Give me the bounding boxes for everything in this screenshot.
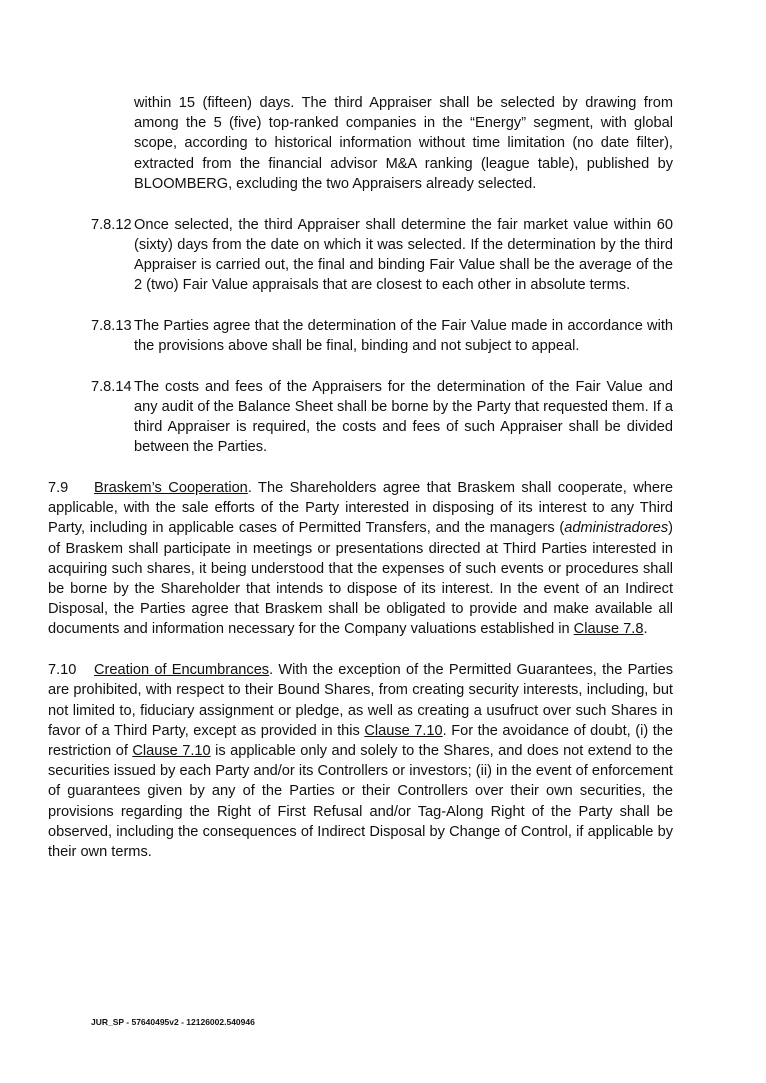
clause-title: Creation of Encumbrances [94, 662, 270, 679]
clause-text: The costs and fees of the Appraisers for the determination of the Fair Value and any audit of the Balance Sheet shall be borne by the Party that requested them. If a third Appraiser is required, the costs and fees of such Appraiser shall be divided between the Parties. [134, 378, 673, 456]
clause-number: 7.8.12 [91, 216, 132, 233]
clause-text: ) of Braskem shall participate in meetings or presentations directed at Third Parties interested in acquiring such shares, it being understood that the expenses of such events or procedures shall be borne by the Shareholder that intends to dispose of its interest. In the event of an Indirect Disposal, the Parties agree that Braskem shall be obligated to provide and make available all documents and information necessary for the Company valuations established in [48, 520, 673, 638]
clause-text: . [643, 621, 648, 638]
clause-number: 7.8.14 [91, 378, 132, 395]
clause-reference: Clause 7.8 [573, 621, 644, 638]
clause-reference: Clause 7.10 [132, 742, 211, 759]
clause-7-8-12 [91, 215, 673, 296]
clause-7-8-13 [91, 316, 673, 356]
clause-text: Once selected, the third Appraiser shall determine the fair market value within 60 (sixty) days from the date on which it was selected. If the determination by the third Appraiser is carried out, the final and binding Fair Value shall be the average of the 2 (two) Fair Value appraisals that are closest to each other in absolute terms. [134, 216, 673, 294]
clause-reference: Clause 7.10 [364, 722, 443, 739]
clause-number: 7.8.13 [91, 317, 132, 334]
document-page [48, 93, 674, 883]
continuation-text: within 15 (fifteen) days. The third Appraiser shall be selected by drawing from among the 5 (five) top-ranked companies in the “Energy” segment, with global scope, according to historical information without time limitation (no date filter), extracted from the financial advisor M&A ranking (league table), published by BLOOMBERG, excluding the two Appraisers already selected. [134, 95, 673, 192]
clause-7-8-14 [91, 377, 673, 458]
clause-number: 7.9 [48, 480, 69, 497]
clause-text: is applicable only and solely to the Shares, and does not extend to the securities issued by each Party and/or its Controllers or investors; (ii) in the event of enforcement of guarantees given by any of the Parties or their Controllers over their own securities, the provisions regarding the Right of First Refusal and/or Tag-Along Right of the Party shall be observed, including the consequences of Indirect Disposal by Change of Control, if applicable by their own terms. [48, 742, 673, 860]
clause-7-8-11-continuation [91, 93, 673, 194]
clause-italic-term: administradores [564, 520, 669, 537]
clause-text: The Parties agree that the determination of the Fair Value made in accordance with the provisions above shall be final, binding and not subject to appeal. [134, 317, 673, 355]
document-footer-id: JUR_SP - 57640495v2 - 12126002.540946 [91, 1017, 255, 1027]
clause-text: . The Shareholders agree that Braskem shall cooperate, where applicable, with the sale efforts of the Party interested in disposing of its interest to any Third Party, including in applicable cases of Permitted Transfers, and the managers ( [48, 480, 674, 537]
clause-number: 7.10 [48, 662, 77, 679]
clause-text: . For the avoidance of doubt, (i) the restriction of [48, 722, 673, 759]
clause-title: Braskem’s Cooperation [94, 480, 248, 497]
clause-text: . With the exception of the Permitted Guarantees, the Parties are prohibited, with respect to their Bound Shares, from creating security interests, including, but not limited to, fiduciary assignment or pledge, as well as creating a usufruct over such Shares in favor of a Third Party, except as provided in this [48, 662, 673, 739]
clause-7-10 [48, 660, 673, 862]
clause-7-9 [48, 478, 673, 640]
